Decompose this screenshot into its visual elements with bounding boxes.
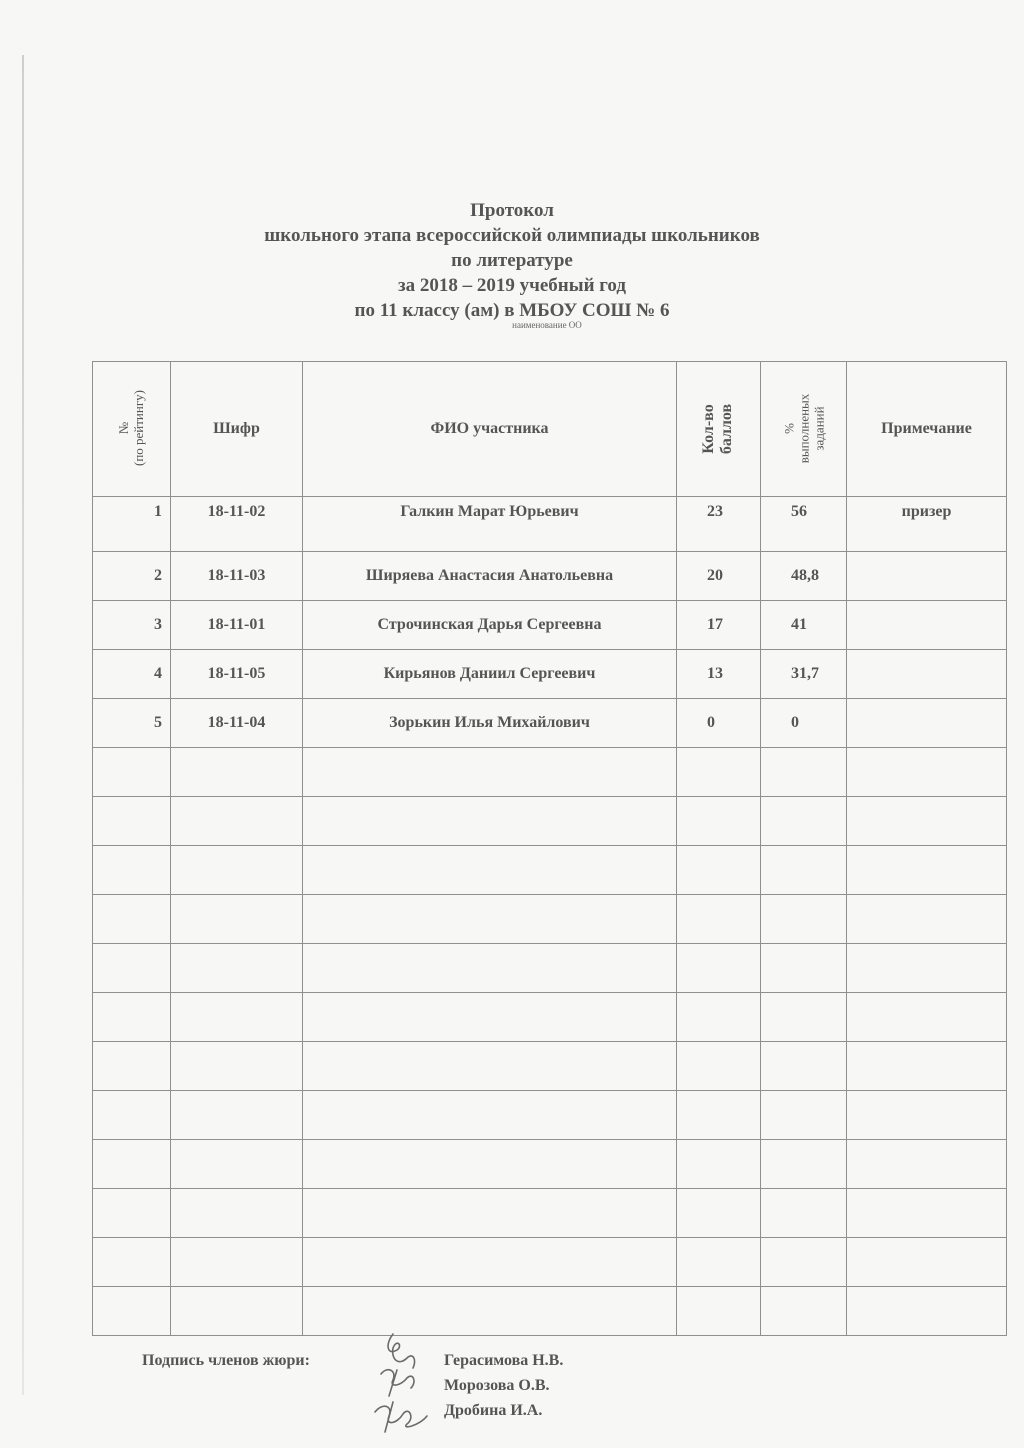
document-title: Протокол	[470, 200, 554, 221]
table-row	[93, 699, 1007, 748]
cell-score: 0	[677, 699, 761, 748]
cell-score: 17	[677, 601, 761, 650]
cell-note	[847, 650, 1007, 699]
results-table	[92, 361, 1007, 1336]
empty-row	[93, 993, 1007, 1042]
cell-name: Строчинская Дарья Сергеевна	[303, 601, 677, 650]
header-percent-text	[781, 393, 826, 463]
table-row	[93, 601, 1007, 650]
header-score-line2: баллов	[718, 403, 736, 455]
jury-member-name: Морозова О.В.	[444, 1377, 550, 1394]
cell-percent: 56	[761, 497, 847, 552]
empty-row	[93, 1238, 1007, 1287]
header-score-line1: Кол-во	[700, 404, 718, 454]
header-name: ФИО участника	[303, 362, 677, 497]
header-score-text	[701, 404, 737, 454]
cell-code: 18-11-05	[171, 650, 303, 699]
header-line-year: за 2018 – 2019 учебный год	[398, 275, 626, 296]
empty-row	[93, 1091, 1007, 1140]
header-percent-line2: выполненых	[795, 393, 811, 463]
cell-name: Зорькин Илья Михайлович	[303, 699, 677, 748]
cell-rank: 5	[93, 699, 171, 748]
cell-code: 18-11-02	[171, 497, 303, 552]
header-line-olympiad: школьного этапа всероссийской олимпиады школьников	[264, 225, 760, 246]
table-header-row	[93, 362, 1007, 497]
cell-percent: 48,8	[761, 552, 847, 601]
document-header	[0, 198, 1024, 330]
cell-percent: 41	[761, 601, 847, 650]
signatures-label: Подпись членов жюри:	[142, 1352, 310, 1369]
cell-rank: 2	[93, 552, 171, 601]
jury-signatures	[142, 1348, 842, 1438]
cell-percent: 0	[761, 699, 847, 748]
header-caption: наименование ОО	[512, 320, 582, 330]
header-note: Примечание	[847, 362, 1007, 497]
cell-note: призер	[847, 497, 1007, 552]
empty-row	[93, 1140, 1007, 1189]
header-percent-line1: %	[780, 422, 796, 434]
header-rank-sub: (по рейтингу)	[131, 389, 147, 467]
cell-score: 23	[677, 497, 761, 552]
handwritten-signatures-icon	[367, 1326, 447, 1438]
header-rank	[93, 362, 171, 497]
header-line-class: по 11 классу (ам) в МБОУ СОШ № 6	[354, 300, 670, 321]
cell-code: 18-11-04	[171, 699, 303, 748]
table-row	[93, 552, 1007, 601]
cell-note	[847, 552, 1007, 601]
table-row	[93, 497, 1007, 552]
empty-row	[93, 1287, 1007, 1336]
cell-note	[847, 601, 1007, 650]
cell-rank: 4	[93, 650, 171, 699]
empty-row	[93, 1189, 1007, 1238]
header-code: Шифр	[171, 362, 303, 497]
empty-row	[93, 846, 1007, 895]
table-row	[93, 650, 1007, 699]
cell-score: 13	[677, 650, 761, 699]
header-rank-text	[117, 390, 147, 466]
empty-row	[93, 748, 1007, 797]
empty-row	[93, 944, 1007, 993]
empty-row	[93, 797, 1007, 846]
header-score	[677, 362, 761, 497]
cell-code: 18-11-03	[171, 552, 303, 601]
empty-row	[93, 895, 1007, 944]
cell-rank: 1	[93, 497, 171, 552]
cell-name: Галкин Марат Юрьевич	[303, 497, 677, 552]
jury-member-name: Дробина И.А.	[444, 1402, 543, 1419]
cell-rank: 3	[93, 601, 171, 650]
header-rank-main: №	[116, 421, 132, 435]
header-percent-line3: заданий	[810, 405, 826, 451]
cell-name: Кирьянов Даниил Сергеевич	[303, 650, 677, 699]
cell-note	[847, 699, 1007, 748]
cell-name: Ширяева Анастасия Анатольевна	[303, 552, 677, 601]
jury-member-name: Герасимова Н.В.	[444, 1352, 564, 1369]
signatures-names	[444, 1348, 563, 1423]
cell-score: 20	[677, 552, 761, 601]
cell-code: 18-11-01	[171, 601, 303, 650]
cell-percent: 31,7	[761, 650, 847, 699]
header-line-subject: по литературе	[451, 250, 573, 271]
empty-row	[93, 1042, 1007, 1091]
header-percent	[761, 362, 847, 497]
